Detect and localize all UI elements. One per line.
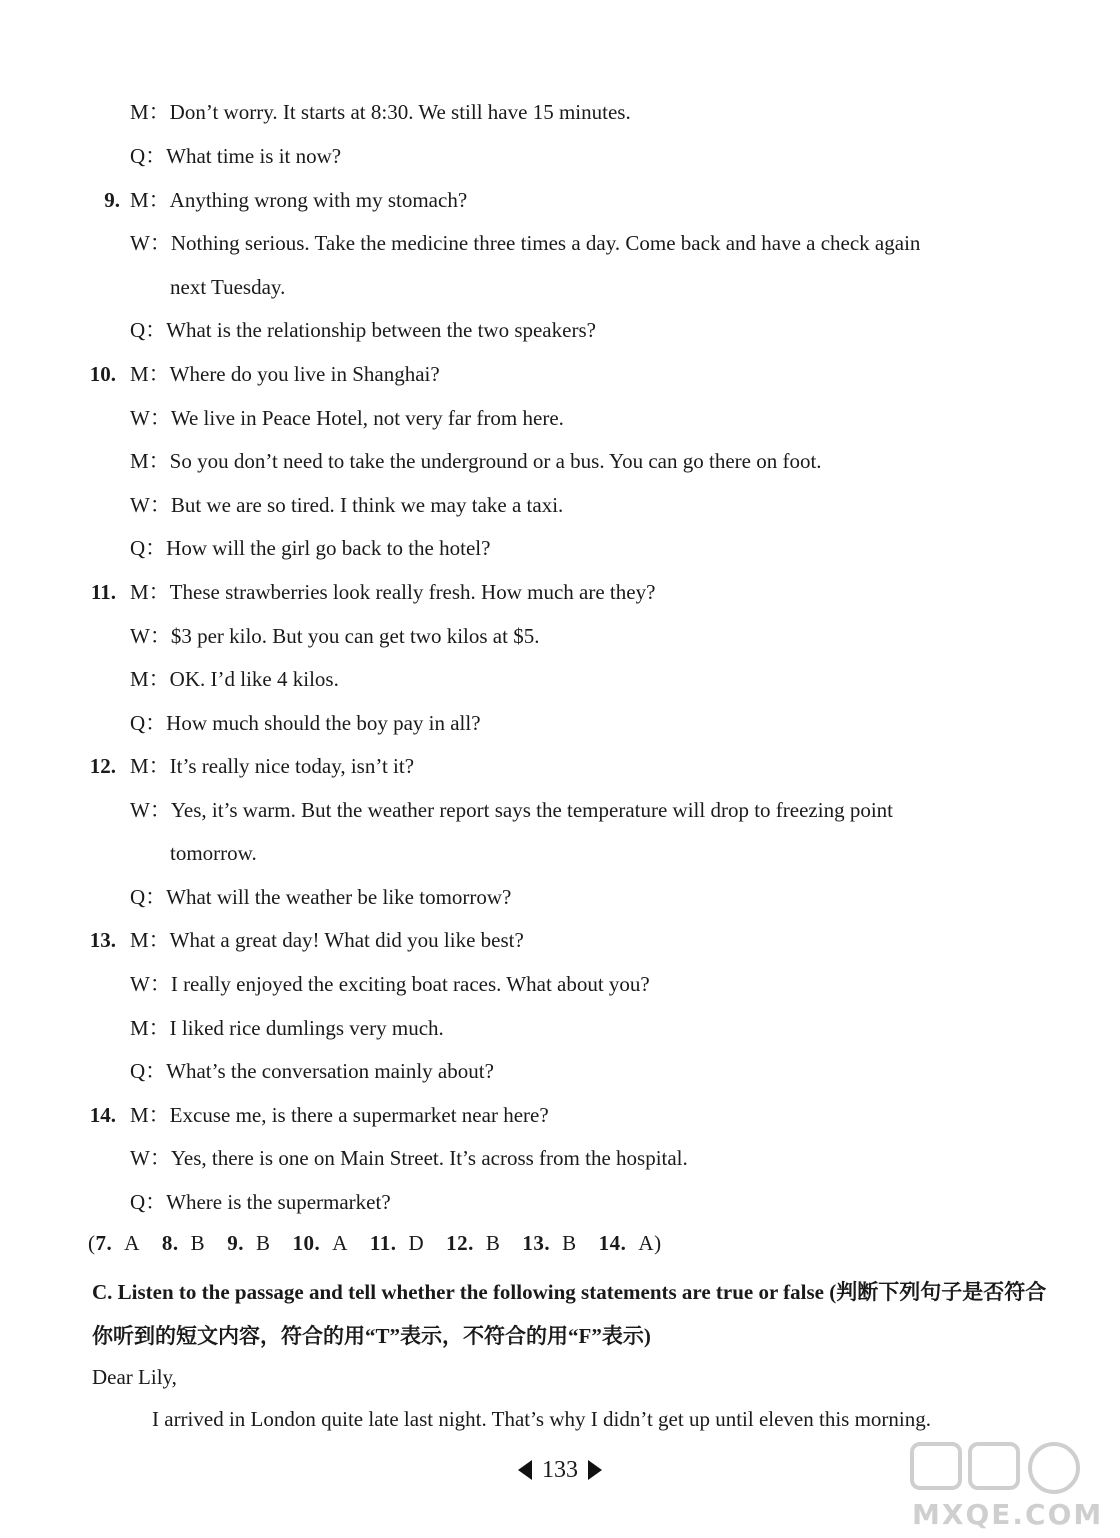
letter-first-line: I arrived in London quite late last night. That’s why I didn’t get up until eleven this morning. — [152, 1407, 932, 1431]
answer-letter: B — [485, 1231, 501, 1255]
answer-letter: A — [332, 1231, 348, 1255]
dialogue-line: M：Anything wrong with my stomach? — [130, 188, 468, 212]
question-number: 10. — [89, 362, 116, 386]
answer-number: 12. — [446, 1231, 474, 1255]
dialogue-continuation: tomorrow. — [170, 841, 257, 865]
answer-number: 8. — [161, 1231, 179, 1255]
answer-number: 14. — [598, 1231, 627, 1255]
question-number: 9. — [104, 188, 120, 212]
dialogue-line: Q：What’s the conversation mainly about? — [130, 1059, 494, 1083]
dialogue-line: M：What a great day! What did you like best? — [130, 928, 524, 952]
watermark-logo-icon — [904, 1440, 1114, 1532]
answer-close-paren: ) — [654, 1231, 662, 1255]
dialogue-line: W：I really enjoyed the exciting boat races. What about you? — [130, 972, 650, 996]
question-number: 11. — [90, 580, 116, 604]
dialogue-line: W：Yes, there is one on Main Street. It’s across from the hospital. — [130, 1146, 688, 1170]
answer-number: 7. — [95, 1231, 113, 1255]
answer-number: 10. — [292, 1231, 321, 1255]
dialogue-line: M：It’s really nice today, isn’t it? — [130, 754, 415, 778]
dialogue-line: Q：Where is the supermarket? — [130, 1190, 391, 1214]
answer-number: 13. — [522, 1231, 551, 1255]
answer-key — [88, 1228, 662, 1258]
dialogue-line: Q：What will the weather be like tomorrow? — [130, 885, 512, 909]
dialogue-line: Q：How much should the boy pay in all? — [130, 711, 481, 735]
dialogue-line: M：Where do you live in Shanghai? — [130, 362, 440, 386]
dialogue-line: M：OK. I’d like 4 kilos. — [130, 667, 339, 691]
dialogue-line: M：Don’t worry. It starts at 8:30. We still have 15 minutes. — [130, 100, 631, 124]
dialogue-line: Q：How will the girl go back to the hotel? — [130, 536, 491, 560]
dialogue-line: M：So you don’t need to take the underground or a bus. You can go there on foot. — [130, 449, 822, 473]
answer-number: 11. — [369, 1231, 397, 1255]
page-number: 133 — [542, 1456, 578, 1483]
dialogue-line: W：We live in Peace Hotel, not very far from here. — [130, 406, 564, 430]
section-c-instruction: (判断下列句子是否符合你听到的短文内容，符合的用“T”表示，不符合的用“F”表示) — [92, 1280, 1047, 1348]
letter-greeting: Dear Lily, — [92, 1365, 177, 1389]
dialogue-line: Q：What time is it now? — [130, 144, 342, 168]
section-c-heading — [92, 1270, 1062, 1358]
dialogue-line: M：Excuse me, is there a supermarket near here? — [130, 1103, 549, 1127]
answer-letter: A — [124, 1231, 140, 1255]
section-c-title: C. Listen to the passage and tell whether the following statements are true or false — [92, 1280, 825, 1304]
dialogue-line: W：$3 per kilo. But you can get two kilos at $5. — [130, 624, 540, 648]
answer-letter: A — [638, 1231, 655, 1255]
prev-page-icon — [518, 1460, 532, 1480]
answer-letter: D — [408, 1231, 425, 1255]
answer-number: 9. — [227, 1231, 244, 1255]
question-number: 13. — [89, 928, 116, 952]
next-page-icon — [588, 1460, 602, 1480]
dialogue-continuation: next Tuesday. — [170, 275, 286, 299]
dialogue-line: W：Nothing serious. Take the medicine three times a day. Come back and have a check again — [130, 231, 921, 255]
watermark-text: MXQE.COM — [912, 1498, 1104, 1531]
dialogue-line: W：But we are so tired. I think we may take a taxi. — [130, 493, 564, 517]
dialogue-line: W：Yes, it’s warm. But the weather report says the temperature will drop to freezing point — [130, 798, 894, 822]
dialogue-line: M：I liked rice dumlings very much. — [130, 1016, 444, 1040]
answer-letter: B — [562, 1231, 577, 1255]
watermark-logo — [904, 1440, 1114, 1532]
answer-open-paren: ( — [88, 1231, 96, 1255]
dialogue-line: M：These strawberries look really fresh. How much are they? — [130, 580, 656, 604]
answer-letter: B — [190, 1231, 206, 1255]
answer-letter: B — [255, 1231, 271, 1255]
dialogue-line: Q：What is the relationship between the two speakers? — [130, 318, 596, 342]
question-number: 14. — [89, 1103, 116, 1127]
question-number: 12. — [89, 754, 116, 778]
